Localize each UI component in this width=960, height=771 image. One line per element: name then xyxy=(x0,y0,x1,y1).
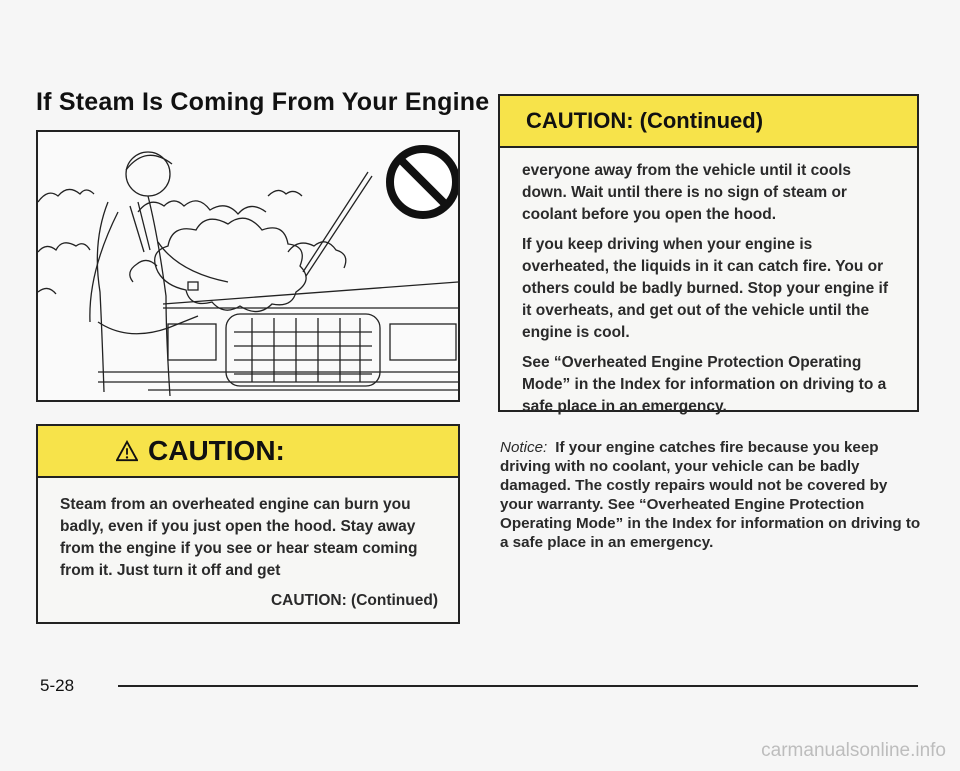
footer-rule xyxy=(118,685,918,687)
page-number: 5-28 xyxy=(40,676,75,695)
notice-text: If your engine catches fire because you keep driving with no coolant, your vehicle can be badly damaged. The costly repairs would not be covered by your warranty. See “Overheated Engine Protection Operating Mode” in the Index for information on driving to a safe place in an emergency. xyxy=(500,439,921,551)
caution-paragraph: If you keep driving when your engine is overheated, the liquids in it can catch fire. You or others could be badly burned. Stop your engine if it overheats, and get out of the vehicle until the engine is cool. xyxy=(522,236,888,341)
watermark: carmanualsonline.info xyxy=(761,740,946,761)
steam-cloud xyxy=(155,218,306,311)
illustration-steam-engine xyxy=(36,130,460,402)
caution-header-label: CAUTION: xyxy=(148,435,285,466)
caution-paragraph: Steam from an overheated engine can burn you badly, even if you just open the hood. Stay away from the engine if you see or hear steam coming from it. Just turn it off and get xyxy=(60,496,418,579)
caution-box-right xyxy=(498,94,919,415)
caution-box-left xyxy=(36,424,460,624)
page-title: If Steam Is Coming From Your Engine xyxy=(36,88,490,116)
caution-paragraph: everyone away from the vehicle until it cools down. Wait until there is no sign of steam or coolant before you open the hood. xyxy=(522,162,852,223)
notice-label: Notice: xyxy=(500,439,548,456)
caution-continued-label: CAUTION: (Continued) xyxy=(270,592,438,609)
warning-triangle-icon xyxy=(116,440,138,462)
caution-header xyxy=(38,426,458,478)
caution-paragraph: See “Overheated Engine Protection Operating Mode” in the Index for information on driving to a safe place in an emergency. xyxy=(522,354,887,415)
no-symbol-icon xyxy=(390,149,456,215)
caution-continued-header: CAUTION: (Continued) xyxy=(500,96,917,148)
notice-paragraph xyxy=(500,438,924,552)
